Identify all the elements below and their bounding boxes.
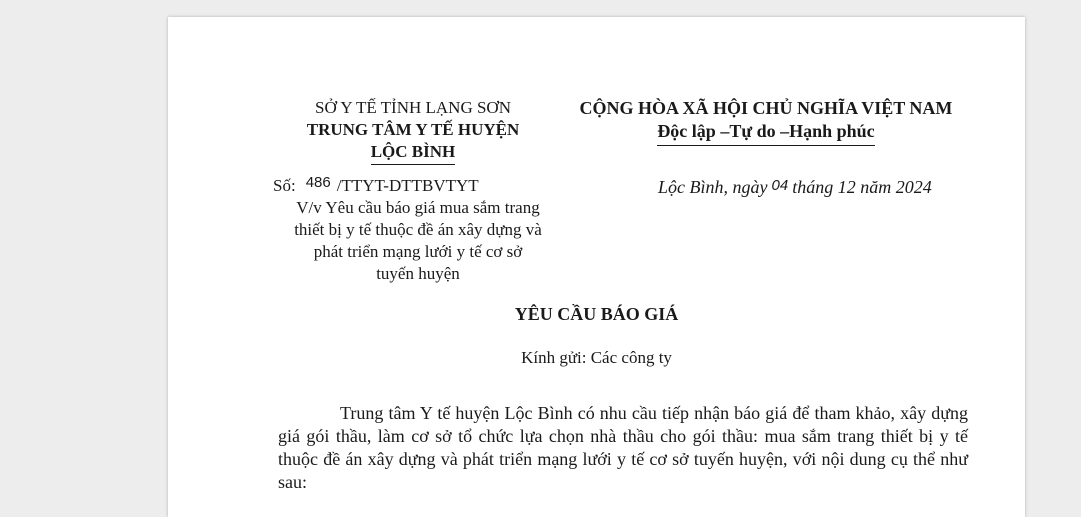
body-paragraph-text: Trung tâm Y tế huyện Lộc Bình có nhu cầu tiếp nhận báo giá để tham khảo, xây dựng giá gói thầu, làm cơ sở tổ chức lựa chọn nhà thầu cho gói thầu: mua sắm trang thiết bị y tế thuộc đề án xây dựng và phát triển mạng lưới y tế cơ sở tuyến huyện, với nội dung cụ thể như sau: (278, 403, 968, 492)
date-suffix: tháng 12 năm 2024 (792, 177, 932, 197)
national-motto: Độc lập –Tự do –Hạnh phúc (657, 120, 874, 146)
subject-line: tuyến huyện (376, 264, 460, 283)
document-page (168, 17, 1025, 517)
document-date (658, 176, 932, 200)
date-prefix: Lộc Bình, ngày (658, 177, 768, 197)
document-title: YÊU CẦU BÁO GIÁ (514, 304, 679, 324)
national-header-block (566, 97, 966, 146)
document-subject (268, 197, 568, 285)
agency-name-line1: TRUNG TÂM Y TẾ HUYỆN (306, 120, 520, 139)
doc-number-code: /TTYT-DTTBVTYT (336, 176, 479, 195)
body-paragraph (278, 402, 968, 494)
recipient-greeting: Kính gửi: Các công ty (521, 348, 672, 367)
date-day-handwritten: 04 (771, 177, 789, 194)
country-name: CỘNG HÒA XÃ HỘI CHỦ NGHĨA VIỆT NAM (579, 98, 953, 118)
doc-number-prefix: Số: (273, 176, 296, 195)
agency-name-line2: LỘC BÌNH (371, 141, 456, 165)
subject-line: phát triển mạng lưới y tế cơ sở (313, 242, 523, 261)
subject-line: thiết bị y tế thuộc đề án xây dựng và (294, 220, 542, 239)
doc-number-handwritten: 486 (305, 174, 331, 191)
issuing-agency-block (268, 97, 558, 165)
document-number (273, 175, 479, 198)
parent-agency: SỞ Y TẾ TỈNH LẠNG SƠN (315, 98, 511, 117)
subject-line: V/v Yêu cầu báo giá mua sắm trang (296, 198, 540, 217)
